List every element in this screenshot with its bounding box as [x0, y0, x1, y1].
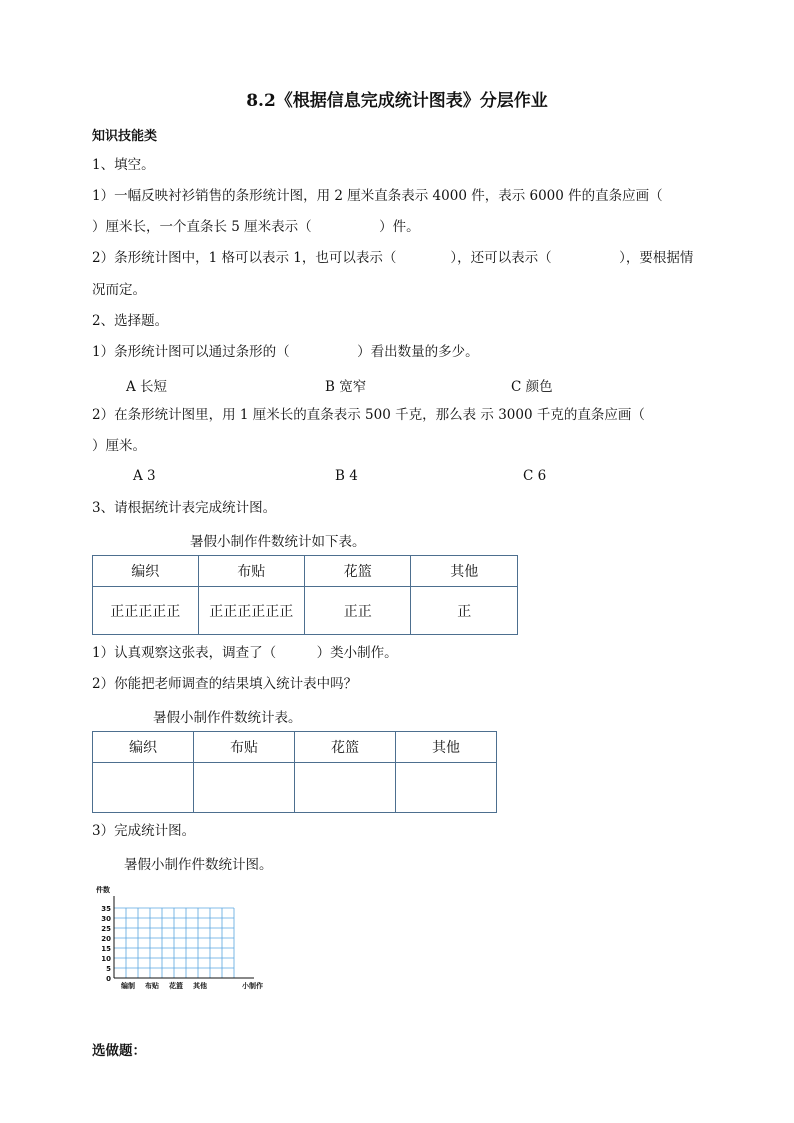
q2-item2-option-b: B 4 [335, 468, 358, 484]
tally-header-cell: 其他 [411, 556, 518, 587]
optional-label: 选做题： [92, 1043, 146, 1059]
y-tick-label: 0 [106, 975, 111, 983]
q2-item2-line1: 2）在条形统计图里，用 1 厘米长的直条表示 500 千克，那么表 示 3000 千克的直条应画（ [92, 407, 645, 423]
y-tick-label: 10 [101, 955, 111, 963]
tally-header-cell: 编织 [93, 556, 199, 587]
tally-header-cell: 花篮 [304, 556, 410, 587]
bar-chart-grid [88, 882, 278, 994]
q2-item1-option-b: B 宽窄 [325, 379, 367, 395]
tally-cell: 正 [411, 587, 518, 635]
q2-item2-line2: ）厘米。 [92, 438, 146, 454]
y-tick-label: 20 [101, 935, 111, 943]
category-label: 编制 [121, 982, 135, 990]
q2-item2-option-c: C 6 [523, 468, 547, 484]
tally-table [92, 555, 518, 635]
tally-cell: 正正 [304, 587, 410, 635]
q1-heading: 1、填空。 [92, 157, 155, 173]
count-table [92, 731, 497, 813]
category-label: 其他 [193, 982, 207, 990]
chart-caption: 暑假小制作件数统计图。 [124, 857, 273, 873]
q1-item1-line1: 1）一幅反映衬衫销售的条形统计图，用 2 厘米直条表示 4000 件，表示 6000 件的直条应画（ [92, 188, 663, 204]
y-tick-label: 25 [101, 925, 111, 933]
tally-cell: 正正正正正正 [198, 587, 304, 635]
y-tick-label: 15 [101, 945, 111, 953]
count-header-cell: 编织 [93, 732, 194, 763]
y-tick-label: 30 [101, 915, 111, 923]
tally-header-cell: 布贴 [198, 556, 304, 587]
y-tick-label: 5 [106, 965, 111, 973]
q1-item1-line2: ）厘米长，一个直条长 5 厘米表示（ ）件。 [92, 219, 420, 235]
count-header-cell: 布贴 [194, 732, 295, 763]
x-axis-title: 小制作 [242, 982, 263, 990]
tally-cell: 正正正正正 [93, 587, 199, 635]
q3-sub2: 2）你能把老师调查的结果填入统计表中吗？ [92, 676, 358, 692]
count-header-cell: 花篮 [295, 732, 396, 763]
q1-item2-line2: 况而定。 [92, 282, 146, 298]
q2-item2-option-a: A 3 [133, 468, 156, 484]
q3-heading: 3、请根据统计表完成统计图。 [92, 500, 277, 516]
count-input-cell[interactable] [295, 763, 396, 813]
q3-sub3: 3）完成统计图。 [92, 823, 196, 839]
q2-item1-option-c: C 颜色 [511, 379, 553, 395]
table1-caption: 暑假小制作件数统计如下表。 [190, 534, 366, 550]
count-input-cell[interactable] [93, 763, 194, 813]
y-tick-label: 35 [101, 905, 111, 913]
count-input-cell[interactable] [396, 763, 497, 813]
q3-sub1: 1）认真观察这张表，调查了（ ）类小制作。 [92, 645, 398, 661]
category-label: 布贴 [145, 982, 159, 990]
q2-heading: 2、选择题。 [92, 313, 169, 329]
q2-item1: 1）条形统计图可以通过条形的（ ）看出数量的多少。 [92, 344, 479, 360]
q2-item1-option-a: A 长短 [126, 379, 168, 395]
count-header-cell: 其他 [396, 732, 497, 763]
count-input-cell[interactable] [194, 763, 295, 813]
section-label: 知识技能类 [92, 129, 158, 144]
table2-caption: 暑假小制作件数统计表。 [153, 710, 302, 726]
q1-item2-line1: 2）条形统计图中，1 格可以表示 1，也可以表示（ ），还可以表示（ ），要根据情 [92, 250, 694, 266]
category-label: 花篮 [169, 982, 183, 990]
page-title: 8.2《根据信息完成统计图表》分层作业 [246, 91, 548, 111]
y-axis-title: 件数 [96, 886, 110, 894]
